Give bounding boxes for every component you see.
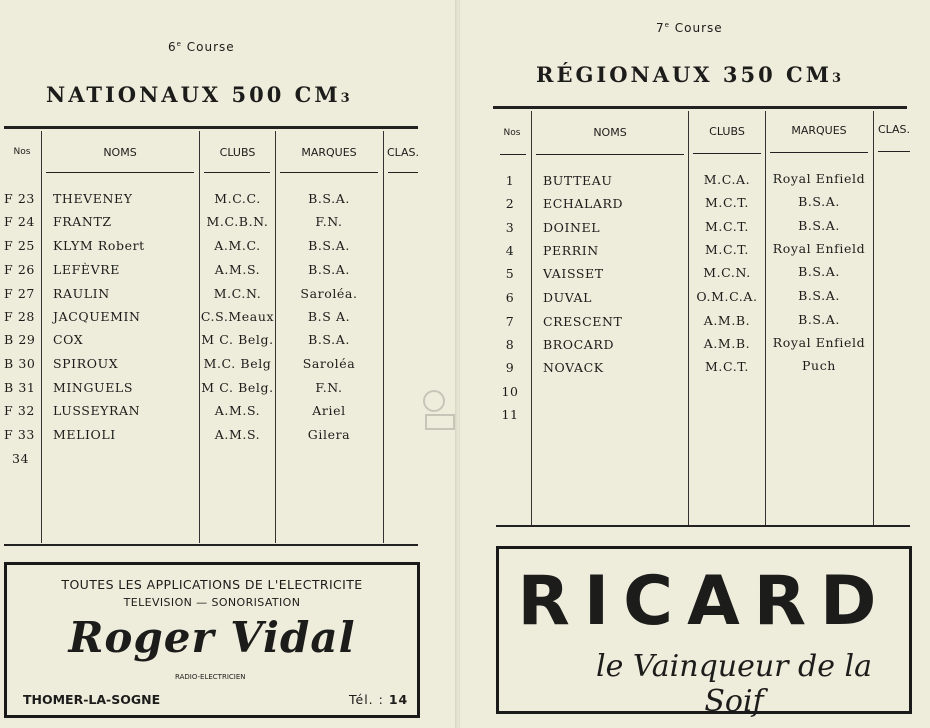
course-title-left: 6e Course (168, 40, 235, 54)
header-underline (500, 154, 526, 155)
rider-club: A.M.S. (214, 427, 261, 442)
rider-name: BROCARD (543, 337, 615, 352)
table-top-rule (493, 106, 907, 109)
rider-club: A.M.S. (214, 262, 261, 277)
row-number: B 30 (4, 356, 36, 371)
rider-name: KLYM Robert (53, 238, 145, 253)
right-page (460, 0, 930, 728)
rider-name: COX (53, 332, 84, 347)
advert-town: THOMER-LA-SOGNE (23, 692, 161, 707)
header-underline (770, 152, 868, 153)
rider-brand: F.N. (315, 214, 343, 229)
rider-name: DUVAL (543, 290, 593, 305)
rider-brand: Royal Enfield (772, 171, 866, 186)
rider-club: M C. Belg. (201, 332, 274, 347)
left-page (0, 0, 456, 728)
rider-club: M.C.T. (705, 219, 749, 234)
advert-ricard (496, 546, 912, 719)
rider-club: M.C.T. (705, 195, 749, 210)
rider-club: M.C. Belg (203, 356, 272, 371)
header-underline (693, 153, 761, 154)
rider-name: MELIOLI (53, 427, 116, 442)
rider-name: NOVACK (543, 360, 604, 375)
advert-phone (349, 692, 408, 707)
row-number: 11 (501, 407, 519, 422)
rider-brand: Puch (802, 358, 836, 373)
rider-name: SPIROUX (53, 356, 119, 371)
row-number: F 32 (4, 403, 35, 418)
rider-club: M.C.A. (703, 172, 751, 187)
rider-name: VAISSET (543, 266, 604, 281)
header-underline (204, 172, 270, 173)
header-noms: NOMS (103, 146, 137, 159)
row-number: B 29 (4, 332, 36, 347)
rider-brand: B.S.A. (798, 194, 840, 209)
header-clas: CLAS. (386, 146, 420, 159)
header-underline (46, 172, 194, 173)
rider-name: THEVENEY (53, 191, 133, 206)
archive-stamp-icon (420, 385, 460, 435)
header-marques: MARQUES (791, 124, 847, 137)
table-top-rule (4, 126, 418, 129)
col-divider (873, 111, 874, 525)
row-number: 9 (505, 360, 515, 375)
rider-name: FRANTZ (53, 214, 112, 229)
row-number: 7 (505, 314, 515, 329)
rider-name: MINGUELS (53, 380, 133, 395)
header-marques: MARQUES (301, 146, 357, 159)
rider-brand: F.N. (315, 380, 343, 395)
row-number: 6 (505, 290, 515, 305)
row-number: 5 (505, 266, 515, 281)
rider-brand: B.S A. (307, 309, 351, 324)
advert-subline: TELEVISION — SONORISATION (123, 596, 301, 609)
rider-club: C.S.Meaux (200, 309, 275, 324)
rider-brand: Royal Enfield (772, 335, 866, 350)
row-number: 1 (505, 173, 515, 188)
advert-headline: TOUTES LES APPLICATIONS DE L'ELECTRICITE (61, 577, 363, 592)
rider-club: M.C.C. (214, 191, 261, 206)
rider-club: M.C.T. (705, 242, 749, 257)
rider-name: BUTTEAU (543, 173, 613, 188)
row-number: F 25 (4, 238, 35, 253)
rider-club: A.M.B. (703, 336, 751, 351)
row-number: F 33 (4, 427, 35, 442)
rider-club: M.C.N. (703, 265, 751, 280)
header-noms: NOMS (593, 126, 627, 139)
row-number: F 23 (4, 191, 35, 206)
header-underline (280, 172, 378, 173)
col-divider (41, 131, 42, 543)
rider-club: M.C.B.N. (206, 214, 269, 229)
rider-club: M.C.N. (213, 286, 262, 301)
rider-brand: Ariel (312, 403, 346, 418)
table-bottom-rule (496, 525, 910, 527)
header-clas: CLAS. (877, 123, 911, 136)
row-number: F 28 (4, 309, 35, 324)
rider-name: RAULIN (53, 286, 110, 301)
row-number: F 26 (4, 262, 35, 277)
advert-roger-vidal (4, 562, 420, 718)
rider-brand: Gilera (307, 427, 351, 442)
row-number: 34 (12, 451, 30, 466)
header-underline (536, 154, 684, 155)
advert-slogan: le Vainqueur de la Soif (595, 649, 873, 719)
rider-club: A.M.S. (214, 403, 261, 418)
advert-trade: RADIO-ELECTRICIEN (175, 673, 246, 681)
rider-name: CRESCENT (543, 314, 623, 329)
rider-club: O.M.C.A. (696, 289, 758, 304)
rider-brand: B.S.A. (798, 288, 840, 303)
advert-phone-number: 14 (388, 692, 409, 707)
col-divider (531, 111, 532, 525)
rider-club: A.M.C. (214, 238, 261, 253)
rider-brand: B.S.A. (798, 264, 840, 279)
advert-brand-name: Roger Vidal (68, 613, 356, 662)
rider-brand: B.S.A. (308, 238, 350, 253)
table-bottom-rule (4, 544, 418, 546)
row-number: 4 (505, 243, 515, 258)
rider-name: DOINEL (543, 220, 601, 235)
rider-name: JACQUEMIN (53, 309, 141, 324)
header-underline (388, 172, 418, 173)
rider-brand: B.S.A. (308, 262, 350, 277)
rider-club: M C. Belg. (201, 380, 274, 395)
course-title-right: 7e Course (656, 21, 723, 35)
rider-brand: B.S.A. (308, 332, 350, 347)
rider-club: M.C.T. (705, 359, 749, 374)
rider-brand: Royal Enfield (772, 241, 866, 256)
row-number: 10 (501, 384, 519, 399)
rider-name: LUSSEYRAN (53, 403, 141, 418)
header-nos: Nos (503, 128, 521, 138)
rider-name: LEFÈVRE (53, 262, 120, 277)
rider-club: A.M.B. (703, 313, 751, 328)
category-title-left: NATIONAUX 500 CM3 (46, 82, 353, 107)
rider-brand: B.S.A. (798, 218, 840, 233)
row-number: 3 (505, 220, 515, 235)
rider-brand: B.S.A. (798, 312, 840, 327)
advert-brand-name: RICARD (517, 562, 891, 641)
header-nos: Nos (13, 147, 31, 157)
row-number: F 24 (4, 214, 35, 229)
rider-brand: B.S.A. (308, 191, 350, 206)
header-underline (878, 151, 910, 152)
row-number: 8 (505, 337, 515, 352)
col-divider (383, 131, 384, 543)
rider-brand: Saroléa (302, 356, 356, 371)
category-title-right: RÉGIONAUX 350 CM3 (536, 62, 845, 87)
rider-name: ECHALARD (543, 196, 624, 211)
header-clubs: CLUBS (709, 125, 745, 138)
header-clubs: CLUBS (219, 146, 256, 159)
row-number: B 31 (4, 380, 36, 395)
row-number: 2 (505, 196, 515, 211)
advert-phone-label: Tél. : (349, 692, 384, 707)
row-number: F 27 (4, 286, 35, 301)
rider-name: PERRIN (543, 243, 599, 258)
rider-brand: Saroléa. (300, 286, 358, 301)
